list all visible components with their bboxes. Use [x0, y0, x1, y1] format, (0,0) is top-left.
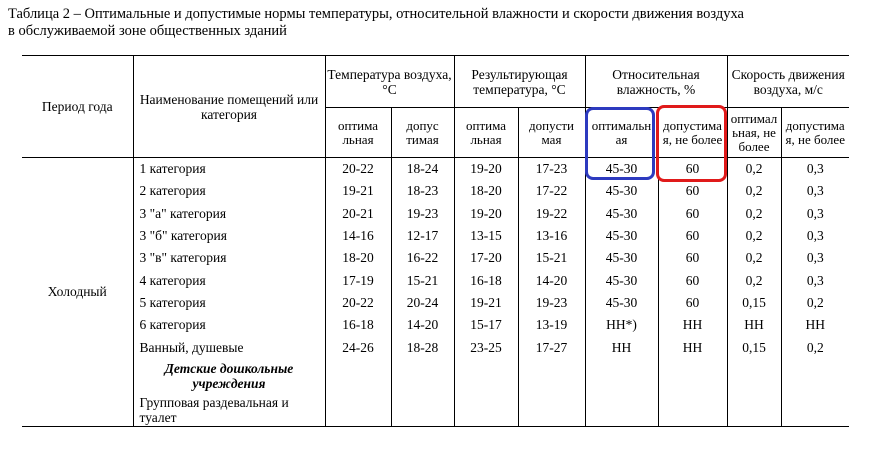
cell: 60	[658, 180, 727, 202]
highlight-box-red	[656, 105, 727, 182]
cell: 19-23	[518, 291, 585, 313]
table-row	[22, 291, 849, 313]
cell: 17-19	[325, 269, 391, 291]
header-air-temp: Температура воздуха, °С	[325, 56, 454, 108]
cell: 0,2	[727, 247, 781, 269]
sub-air-dop: допус тимая	[391, 108, 454, 158]
cell: 0,3	[806, 183, 824, 199]
row-name: 1 категория	[133, 158, 325, 180]
cell: 0,2	[727, 269, 781, 291]
cell: 16-18	[325, 314, 391, 336]
cell: 0,3	[806, 272, 824, 288]
section-row	[22, 358, 849, 394]
caption-line-1: Таблица 2 – Оптимальные и допустимые нормы температуры, относительной влажности и скорости движения воздуха	[8, 6, 744, 22]
table-row	[22, 336, 849, 358]
header-humidity: Относительная влажность, %	[585, 56, 727, 108]
cell: 23-25	[454, 336, 518, 358]
cell: НН	[805, 317, 825, 333]
cell: 14-16	[325, 224, 391, 246]
highlight-box-blue	[585, 107, 655, 180]
header-result-temp: Результирующая температура, °С	[454, 56, 585, 108]
cell: 15-21	[391, 269, 454, 291]
sub-air-opt: оптима льная	[325, 108, 391, 158]
section-title: Детские дошкольные учреждения	[133, 358, 325, 394]
sub-res-dop: допусти мая	[518, 108, 585, 158]
cell: 19-23	[391, 202, 454, 224]
sub-res-opt: оптима льная	[454, 108, 518, 158]
row-name: 2 категория	[133, 180, 325, 202]
cell: 60	[658, 224, 727, 246]
table-row	[22, 394, 849, 426]
cell: 18-23	[391, 180, 454, 202]
cell: 15-17	[454, 314, 518, 336]
row-name: 3 "в" категория	[133, 247, 325, 269]
table-row	[22, 180, 849, 202]
table-row	[22, 269, 849, 291]
row-name: 4 категория	[133, 269, 325, 291]
row-name: 6 категория	[133, 314, 325, 336]
cell: 0,3	[806, 161, 824, 177]
cell: 0,3	[806, 205, 824, 221]
cell: 45-30	[585, 158, 658, 180]
row-name: Групповая раздевальная и туалет	[133, 394, 325, 426]
cell: 17-22	[518, 180, 585, 202]
cell: НН	[585, 336, 658, 358]
cell: 13-16	[518, 224, 585, 246]
cell: 18-20	[325, 247, 391, 269]
cell: 45-30	[585, 224, 658, 246]
cell: 19-22	[518, 202, 585, 224]
header-period: Период года	[22, 56, 133, 158]
cell: 16-18	[454, 269, 518, 291]
cell: НН	[658, 336, 727, 358]
cell: 19-21	[325, 180, 391, 202]
cell: 19-21	[454, 291, 518, 313]
row-name: Ванный, душевые	[133, 336, 325, 358]
cell: 45-30	[585, 291, 658, 313]
cell: 60	[658, 247, 727, 269]
cell: 0,15	[727, 291, 781, 313]
cell: 12-17	[391, 224, 454, 246]
cell: 19-20	[454, 158, 518, 180]
cell: 17-23	[518, 158, 585, 180]
cell: 0,2	[727, 158, 781, 180]
cell: 0,2	[806, 294, 824, 310]
cell: 18-24	[391, 158, 454, 180]
cell: 45-30	[585, 202, 658, 224]
cell: 13-15	[454, 224, 518, 246]
cell: НН*)	[585, 314, 658, 336]
cell: 14-20	[391, 314, 454, 336]
cell: 18-20	[454, 180, 518, 202]
cell: 0,2	[727, 180, 781, 202]
cell: 17-20	[454, 247, 518, 269]
cell: 20-21	[325, 202, 391, 224]
cell: 0,15	[727, 336, 781, 358]
table-row	[22, 224, 849, 246]
table-caption	[8, 6, 878, 40]
sub-spd-dop: допустима я, не более	[781, 108, 849, 158]
caption-line-2: в обслуживаемой зоне общественных зданий	[8, 23, 287, 39]
cell: 45-30	[585, 269, 658, 291]
sub-hum-opt: оптимальн ая	[585, 108, 658, 158]
cell: 60	[658, 158, 727, 180]
header-room: Наименование помещений или категория	[133, 56, 325, 158]
cell: 20-22	[325, 291, 391, 313]
cell: 0,3	[806, 250, 824, 266]
row-name: 3 "а" категория	[133, 202, 325, 224]
sub-spd-opt: оптимал ьная, не более	[727, 108, 781, 158]
cell: 24-26	[325, 336, 391, 358]
table-row	[22, 314, 849, 336]
table-row	[22, 202, 849, 224]
header-speed: Скорость движения воздуха, м/с	[727, 56, 849, 108]
cell: 60	[658, 291, 727, 313]
row-name: 5 категория	[133, 291, 325, 313]
cell: 0,2	[727, 202, 781, 224]
cell: 0,2	[806, 339, 824, 355]
cell: 0,3	[806, 228, 824, 244]
cell: 45-30	[585, 247, 658, 269]
cell: 45-30	[585, 180, 658, 202]
cell: НН	[727, 314, 781, 336]
cell: 14-20	[518, 269, 585, 291]
cell: 19-20	[454, 202, 518, 224]
cell: 0,2	[727, 224, 781, 246]
cell: 20-24	[391, 291, 454, 313]
cell: 13-19	[518, 314, 585, 336]
sub-hum-dop: допустима я, не более	[658, 108, 727, 158]
cell: 17-27	[518, 336, 585, 358]
cell: 20-22	[325, 158, 391, 180]
cell: 60	[658, 269, 727, 291]
row-name: 3 "б" категория	[133, 224, 325, 246]
cell: НН	[658, 314, 727, 336]
table-row	[22, 247, 849, 269]
cell: 60	[658, 202, 727, 224]
cell: 18-28	[391, 336, 454, 358]
cell: 15-21	[518, 247, 585, 269]
period-cold: Холодный	[22, 158, 133, 427]
cell: 16-22	[391, 247, 454, 269]
